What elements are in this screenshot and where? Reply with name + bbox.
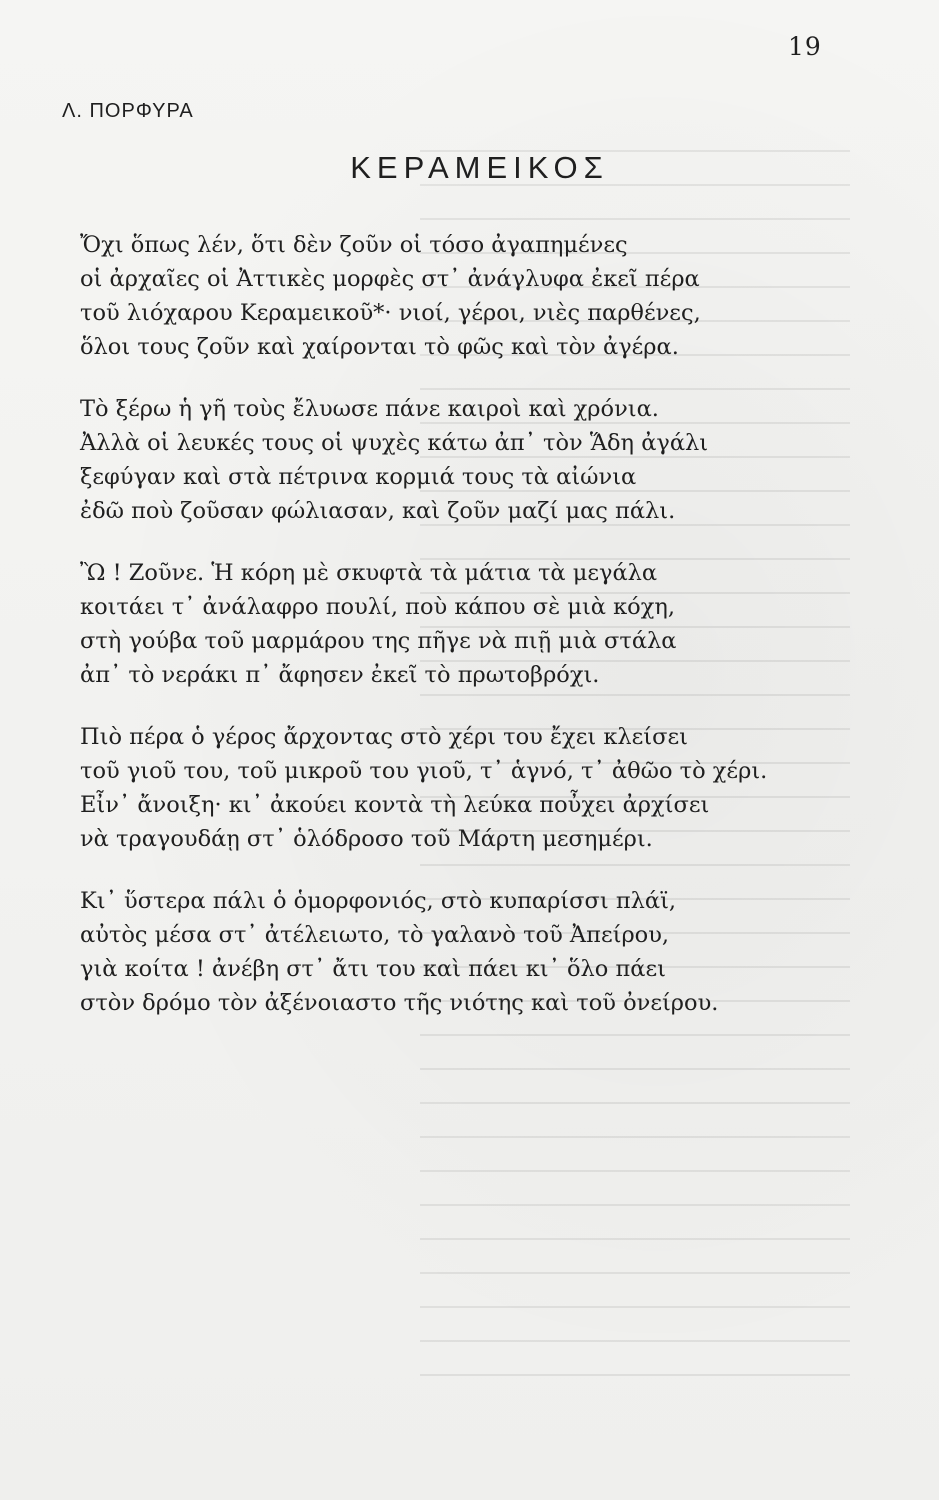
- verse-line: Εἶν᾿ ἄνοιξη· κι᾿ ἀκούει κοντὰ τὴ λεύκα ποὖχει ἀρχίσει: [80, 792, 710, 818]
- verse-line: κοιτάει τ᾿ ἀνάλαφρο πουλί, ποὺ κάπου σὲ μιὰ κόχη,: [80, 594, 675, 620]
- verse-line: ἀπ᾿ τὸ νεράκι π᾿ ἄφησεν ἐκεῖ τὸ πρωτοβρόχι.: [80, 662, 600, 688]
- verse-line: ὅλοι τους ζοῦν καὶ χαίρονται τὸ φῶς καὶ τὸν ἀγέρα.: [80, 334, 679, 360]
- verse-line: γιὰ κοίτα ! ἀνέβη στ᾿ ἄτι του καὶ πάει κι᾿ ὅλο πάει: [80, 956, 666, 982]
- stanza-4: [80, 720, 910, 856]
- page-number: 19: [788, 32, 822, 61]
- verse-line: Τὸ ξέρω ἡ γῆ τοὺς ἔλυωσε πάνε καιροὶ καὶ χρόνια.: [80, 396, 659, 422]
- verse-line: Κι᾿ ὕστερα πάλι ὁ ὁμορφονιός, στὸ κυπαρίσσι πλάϊ,: [80, 888, 677, 914]
- verse-line: τοῦ γιοῦ του, τοῦ μικροῦ του γιοῦ, τ᾿ ἁγνό, τ᾿ ἀθῶο τὸ χέρι.: [80, 758, 768, 784]
- verse-line: αὐτὸς μέσα στ᾿ ἀτέλειωτο, τὸ γαλανὸ τοῦ Ἀπείρου,: [80, 922, 670, 948]
- verse-line: Ὢ ! Ζοῦνε. Ἡ κόρη μὲ σκυφτὰ τὰ μάτια τὰ μεγάλα: [80, 560, 658, 586]
- verse-line: ξεφύγαν καὶ στὰ πέτρινα κορμιά τους τὰ αἰώνια: [80, 464, 637, 490]
- stanza-2: [80, 392, 910, 528]
- verse-line: Πιὸ πέρα ὁ γέρος ἄρχοντας στὸ χέρι του ἔχει κλείσει: [80, 724, 688, 750]
- verse-line: ἐδῶ ποὺ ζοῦσαν φώλιασαν, καὶ ζοῦν μαζί μας πάλι.: [80, 498, 676, 524]
- verse-line: στὴ γούβα τοῦ μαρμάρου της πῆγε νὰ πιῇ μιὰ στάλα: [80, 628, 677, 654]
- running-head-author: Λ. ΠΟΡΦΥΡΑ: [62, 100, 194, 122]
- stanza-3: [80, 556, 910, 692]
- poem-title: ΚΕΡΑΜΕΙΚΟΣ: [350, 150, 609, 185]
- verse-line: τοῦ λιόχαρου Κεραμεικοῦ*· νιοί, γέροι, νιὲς παρθένες,: [80, 300, 701, 326]
- verse-line: Ἀλλὰ οἱ λευκές τους οἱ ψυχὲς κάτω ἀπ᾿ τὸν Ἅδη ἀγάλι: [80, 430, 709, 456]
- verse-line: Ὄχι ὅπως λέν, ὅτι δὲν ζοῦν οἱ τόσο ἀγαπημένες: [80, 232, 628, 258]
- poem-body: [80, 228, 910, 1020]
- verse-line: στὸν δρόμο τὸν ἀξένοιαστο τῆς νιότης καὶ τοῦ ὀνείρου.: [80, 990, 719, 1016]
- stanza-1: [80, 228, 910, 364]
- verse-line: νὰ τραγουδάῃ στ᾿ ὁλόδροσο τοῦ Μάρτη μεσημέρι.: [80, 826, 653, 852]
- stanza-5: [80, 884, 910, 1020]
- verse-line: οἱ ἀρχαῖες οἱ Ἀττικὲς μορφὲς στ᾿ ἀνάγλυφα ἐκεῖ πέρα: [80, 266, 700, 292]
